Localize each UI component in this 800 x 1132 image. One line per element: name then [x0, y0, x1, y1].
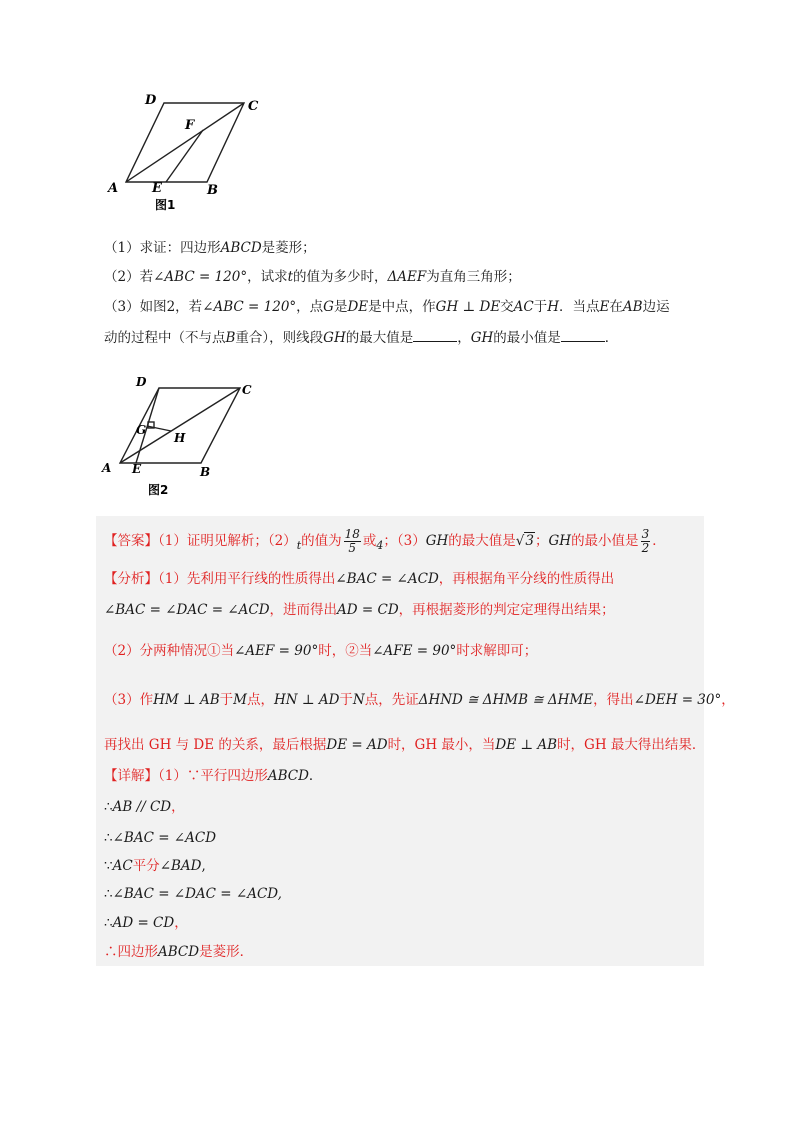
- label-d: D: [145, 93, 157, 108]
- detail-line-1: 【详解】（1）∵平行四边形ABCD．: [104, 768, 323, 784]
- figure-2: [96, 372, 266, 500]
- detail-line-5: ∴∠BAC = ∠DAC = ∠ACD,: [104, 886, 282, 902]
- analysis-line-3: （2）分两种情况①当∠AEF = 90°时，②当∠AFE = 90°时求解即可；: [104, 643, 538, 659]
- question-3-line-1: （3）如图2，若∠ABC = 120°，点G是DE是中点，作GH ⊥ DE交AC于H．当点E在AB边运: [104, 299, 670, 315]
- label-e: E: [152, 181, 162, 196]
- diagonal-ac: [126, 103, 244, 182]
- answer-blank-min[interactable]: [561, 329, 605, 342]
- label2-c: C: [242, 383, 252, 397]
- label-a: A: [108, 181, 119, 196]
- question-1: （1）求证：四边形ABCD是菱形；: [104, 240, 316, 256]
- figure-1-caption: 图1: [155, 198, 176, 212]
- label-b: B: [207, 183, 218, 198]
- figure-1: [100, 88, 280, 218]
- analysis-line-2: ∠BAC = ∠DAC = ∠ACD，进而得出AD = CD，再根据菱形的判定定理得出结果；: [104, 602, 615, 618]
- figure-2-caption: 图2: [148, 483, 169, 497]
- question-2: （2）若∠ABC = 120°，试求t的值为多少时，ΔAEF为直角三角形；: [104, 269, 521, 285]
- analysis-line-4: （3）作HM ⊥ AB于M点，HN ⊥ AD于N点，先证ΔHND ≅ ΔHMB ≅ ΔHME，得出∠DEH = 30°，: [104, 692, 735, 708]
- detail-line-4: ∵AC平分∠BAD,: [104, 858, 206, 874]
- label-f: F: [185, 118, 195, 133]
- detail-line-3: ∴∠BAC = ∠ACD: [104, 830, 217, 846]
- label2-g: G: [136, 423, 147, 437]
- label2-e: E: [132, 462, 142, 476]
- fraction-3-2: $\frac{3}{2}$: [641, 527, 650, 555]
- fraction-18-5: $\frac{18}{5}$: [344, 527, 360, 555]
- detail-line-7: ∴四边形ABCD是菱形．: [104, 944, 254, 960]
- segment-ef: [166, 130, 203, 182]
- analysis-line-1: 【分析】（1）先利用平行线的性质得出∠BAC = ∠ACD，再根据角平分线的性质得出: [104, 571, 615, 587]
- detail-line-2: ∴AB // CD，: [104, 799, 185, 815]
- label2-a: A: [102, 461, 112, 475]
- analysis-line-5: 再找出 GH 与 DE 的关系，最后根据DE = AD时，GH 最小，当DE ⊥ AB时，GH 最大得出结果．: [104, 737, 706, 753]
- question-3-line-2: 动的过程中（不与点B重合），则线段GH的最大值是 ，GH的最小值是 ．: [104, 330, 619, 346]
- detail-line-6: ∴AD = CD，: [104, 915, 188, 931]
- label2-d: D: [136, 375, 147, 389]
- answer-line: 【答案】（1）证明见解析；$(2)_t$的值为 $\frac{18}{5}$ 或$_4$；（3）GH的最大值是√3；GH的最小值是 $\frac{3}{2}$ ．: [104, 527, 666, 555]
- label2-b: B: [200, 465, 211, 479]
- answer-blank-max[interactable]: [413, 329, 457, 342]
- sqrt-3: √3: [515, 533, 534, 549]
- label-c: C: [248, 99, 259, 114]
- label2-h: H: [174, 431, 186, 445]
